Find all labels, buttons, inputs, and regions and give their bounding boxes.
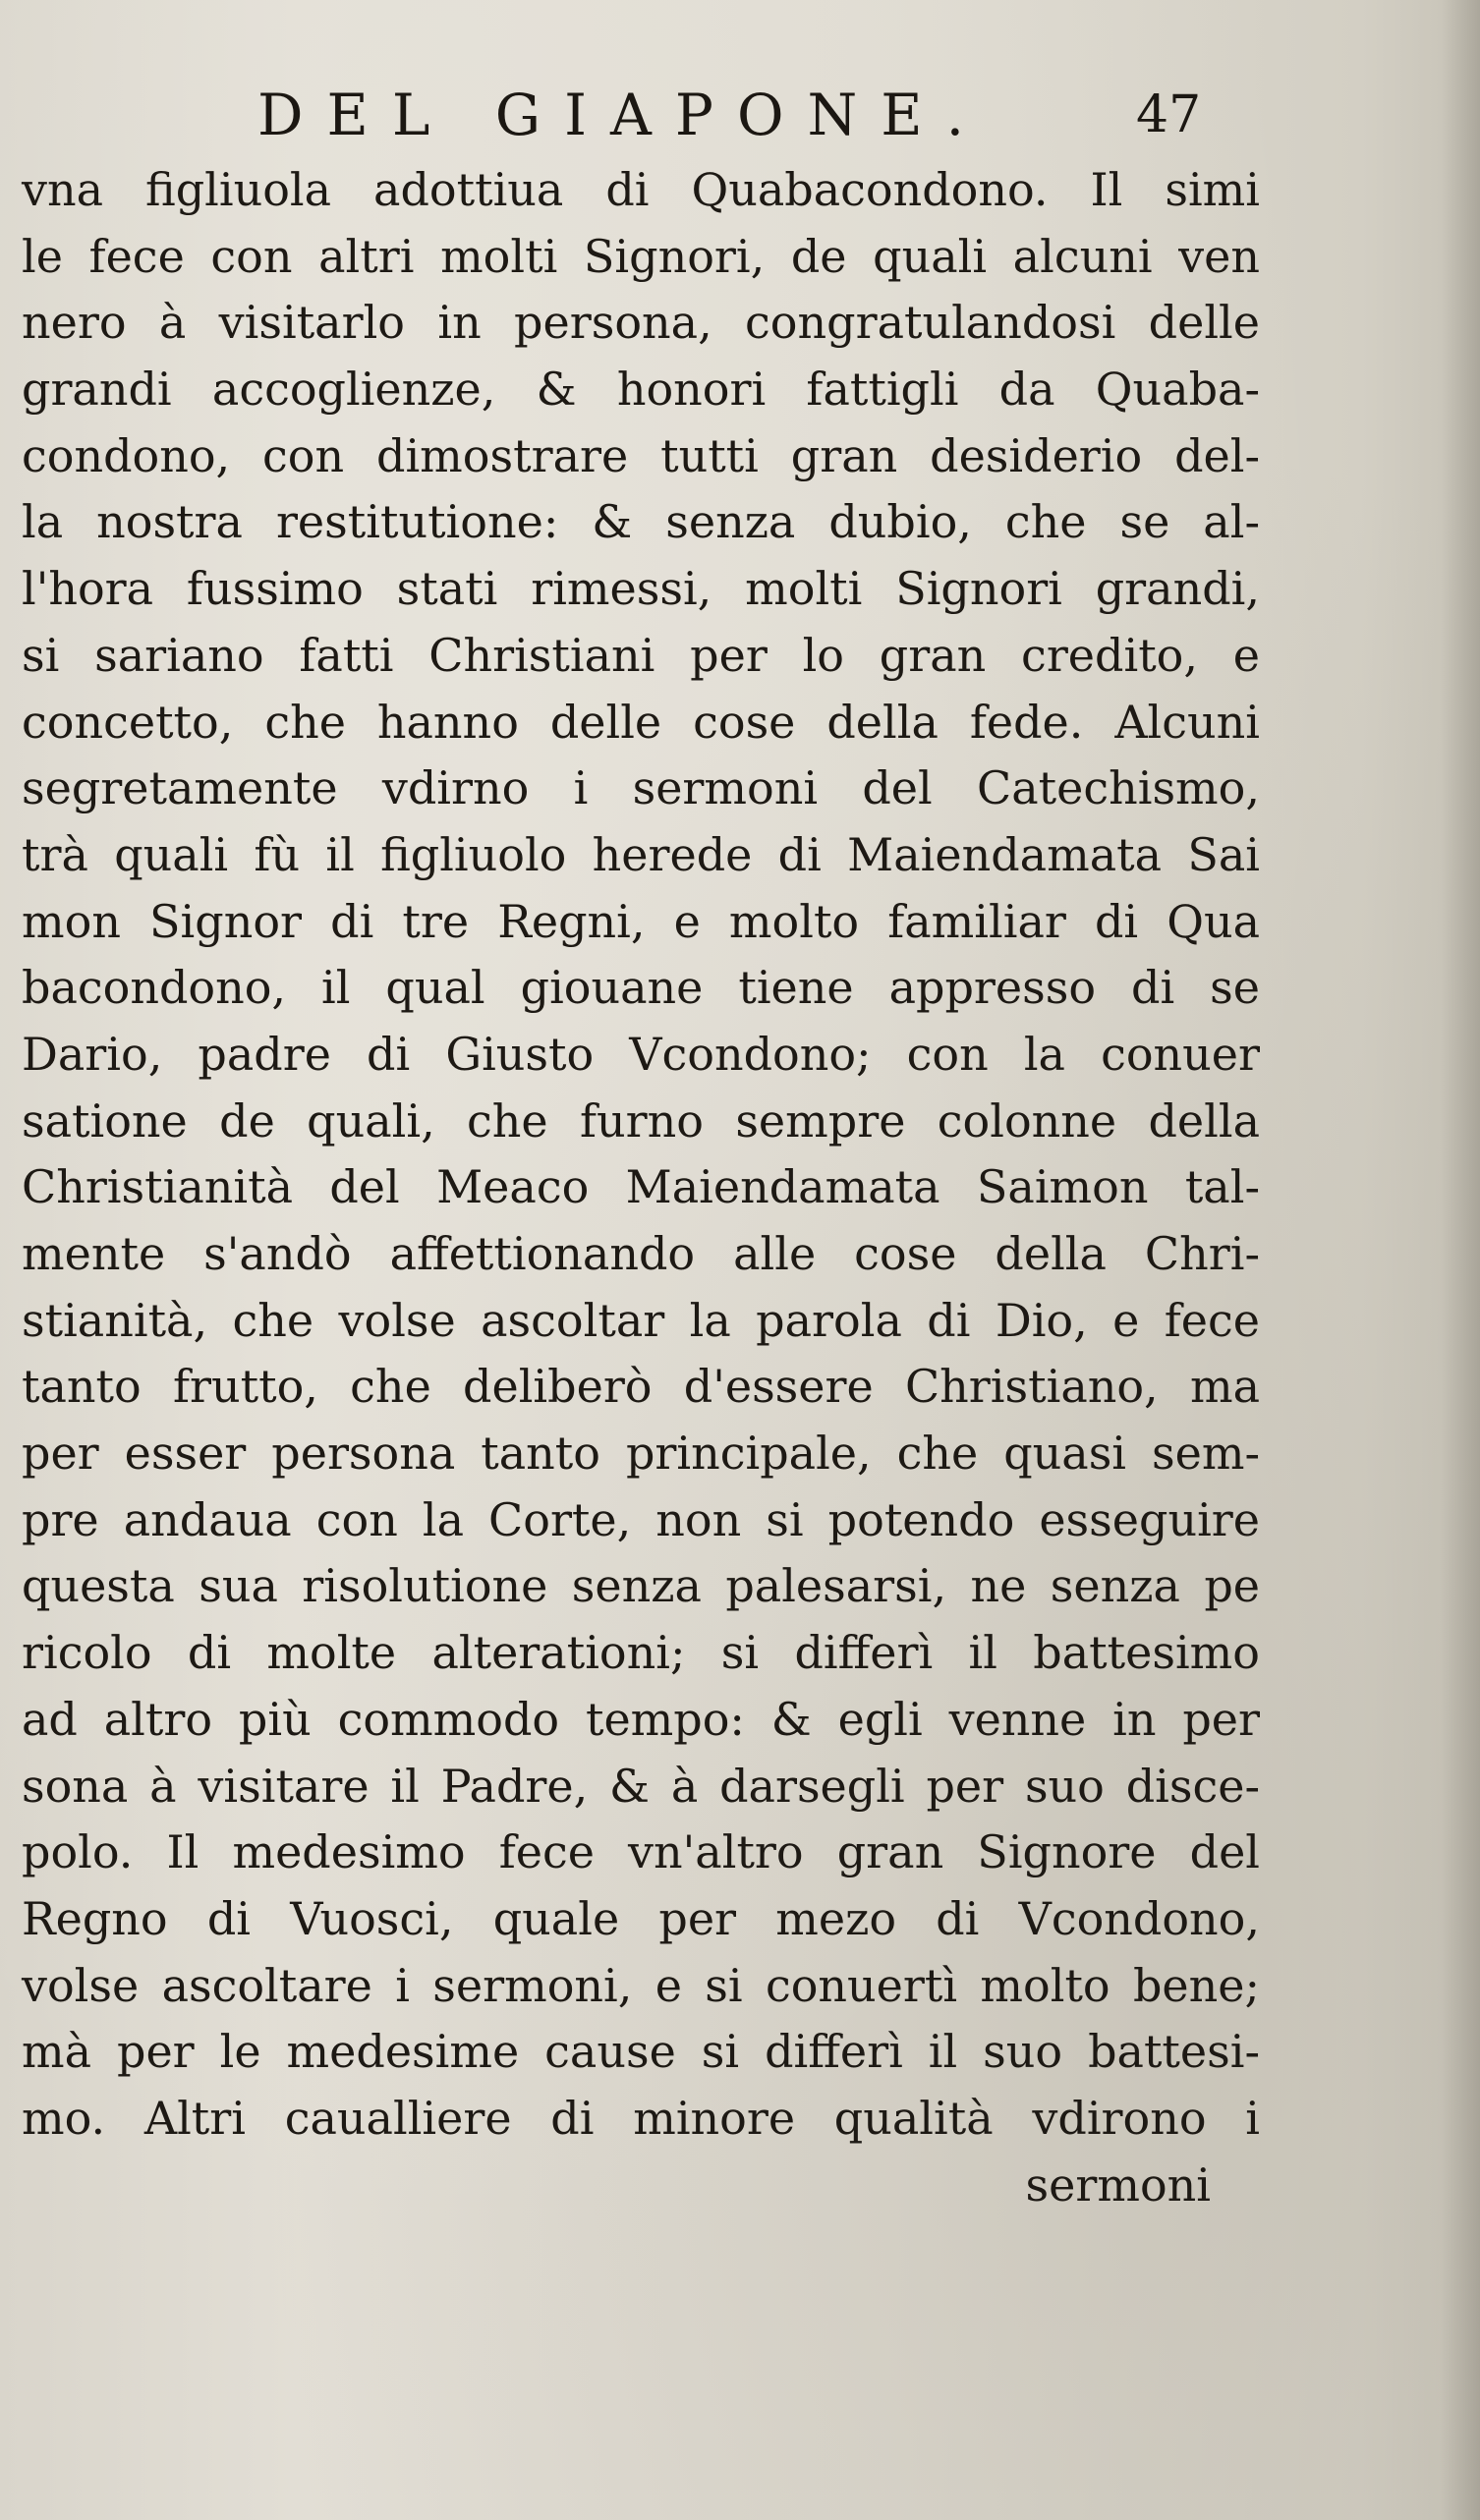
text-line: ricolo di molte alterationi; si differì il battesimo [22,1626,1260,1680]
text-line: grandi accoglienze, & honori fattigli da Quaba- [22,363,1260,417]
text-line: si sariano fatti Christiani per lo gran credito, e [22,628,1260,682]
text-line: Christianità del Meaco Maiendamata Saimon tal- [22,1160,1260,1214]
catchword: sermoni [1025,2157,1211,2212]
text-line: pre andaua con la Corte, non si potendo esseguire [22,1492,1260,1546]
page-number: 47 [1136,85,1202,144]
running-title: DEL GIAPONE. [257,82,989,148]
text-line: ad altro più commodo tempo: & egli venne in per [22,1692,1260,1746]
text-line: trà quali fù il figliuolo herede di Maiendamata Sai [22,827,1260,881]
text-line: bacondono, il qual giouane tiene appresso di se [22,961,1260,1015]
text-line: la nostra restitutione: & senza dubio, che se al- [22,495,1260,549]
page-edge-shadow [1441,0,1480,2520]
body-text [22,157,1260,2218]
text-line: mente s'andò affettionando alle cose della Chri- [22,1227,1260,1280]
text-line: nero à visitarlo in persona, congratulandosi delle [22,296,1260,350]
text-line: tanto frutto, che deliberò d'essere Christiano, ma [22,1360,1260,1414]
text-line: concetto, che hanno delle cose della fede. Alcuni [22,695,1260,749]
text-line: mon Signor di tre Regni, e molto familiar di Qua [22,894,1260,948]
text-line: Dario, padre di Giusto Vcondono; con la conuer [22,1027,1260,1081]
text-line: condono, con dimostrare tutti gran desiderio del- [22,428,1260,482]
text-line: per esser persona tanto principale, che quasi sem- [22,1427,1260,1481]
text-line: sona à visitare il Padre, & à darsegli per suo disce- [22,1759,1260,1813]
text-line: volse ascoltare i sermoni, e si conuertì molto bene; [22,1958,1260,2012]
text-line: stianità, che volse ascoltar la parola di Dio, e fece [22,1293,1260,1347]
text-line: questa sua risolutione senza palesarsi, ne senza pe [22,1559,1260,1613]
page-header [0,81,1480,149]
text-line: l'hora fussimo stati rimessi, molti Signori grandi, [22,562,1260,616]
text-line: satione de quali, che furno sempre colonne della [22,1093,1260,1148]
text-line: vna figliuola adottiua di Quabacondono. Il simi [22,163,1260,216]
text-line: Regno di Vuosci, quale per mezo di Vcondono, [22,1891,1260,1945]
text-line: mà per le medesime cause si differì il suo battesi- [22,2025,1260,2079]
text-line: segretamente vdirno i sermoni del Catechismo, [22,761,1260,815]
text-line: mo. Altri caualliere di minore qualità vdirono i [22,2091,1260,2145]
text-line: le fece con altri molti Signori, de quali alcuni ven [22,229,1260,283]
text-line: polo. Il medesimo fece vn'altro gran Signore del [22,1825,1260,1879]
